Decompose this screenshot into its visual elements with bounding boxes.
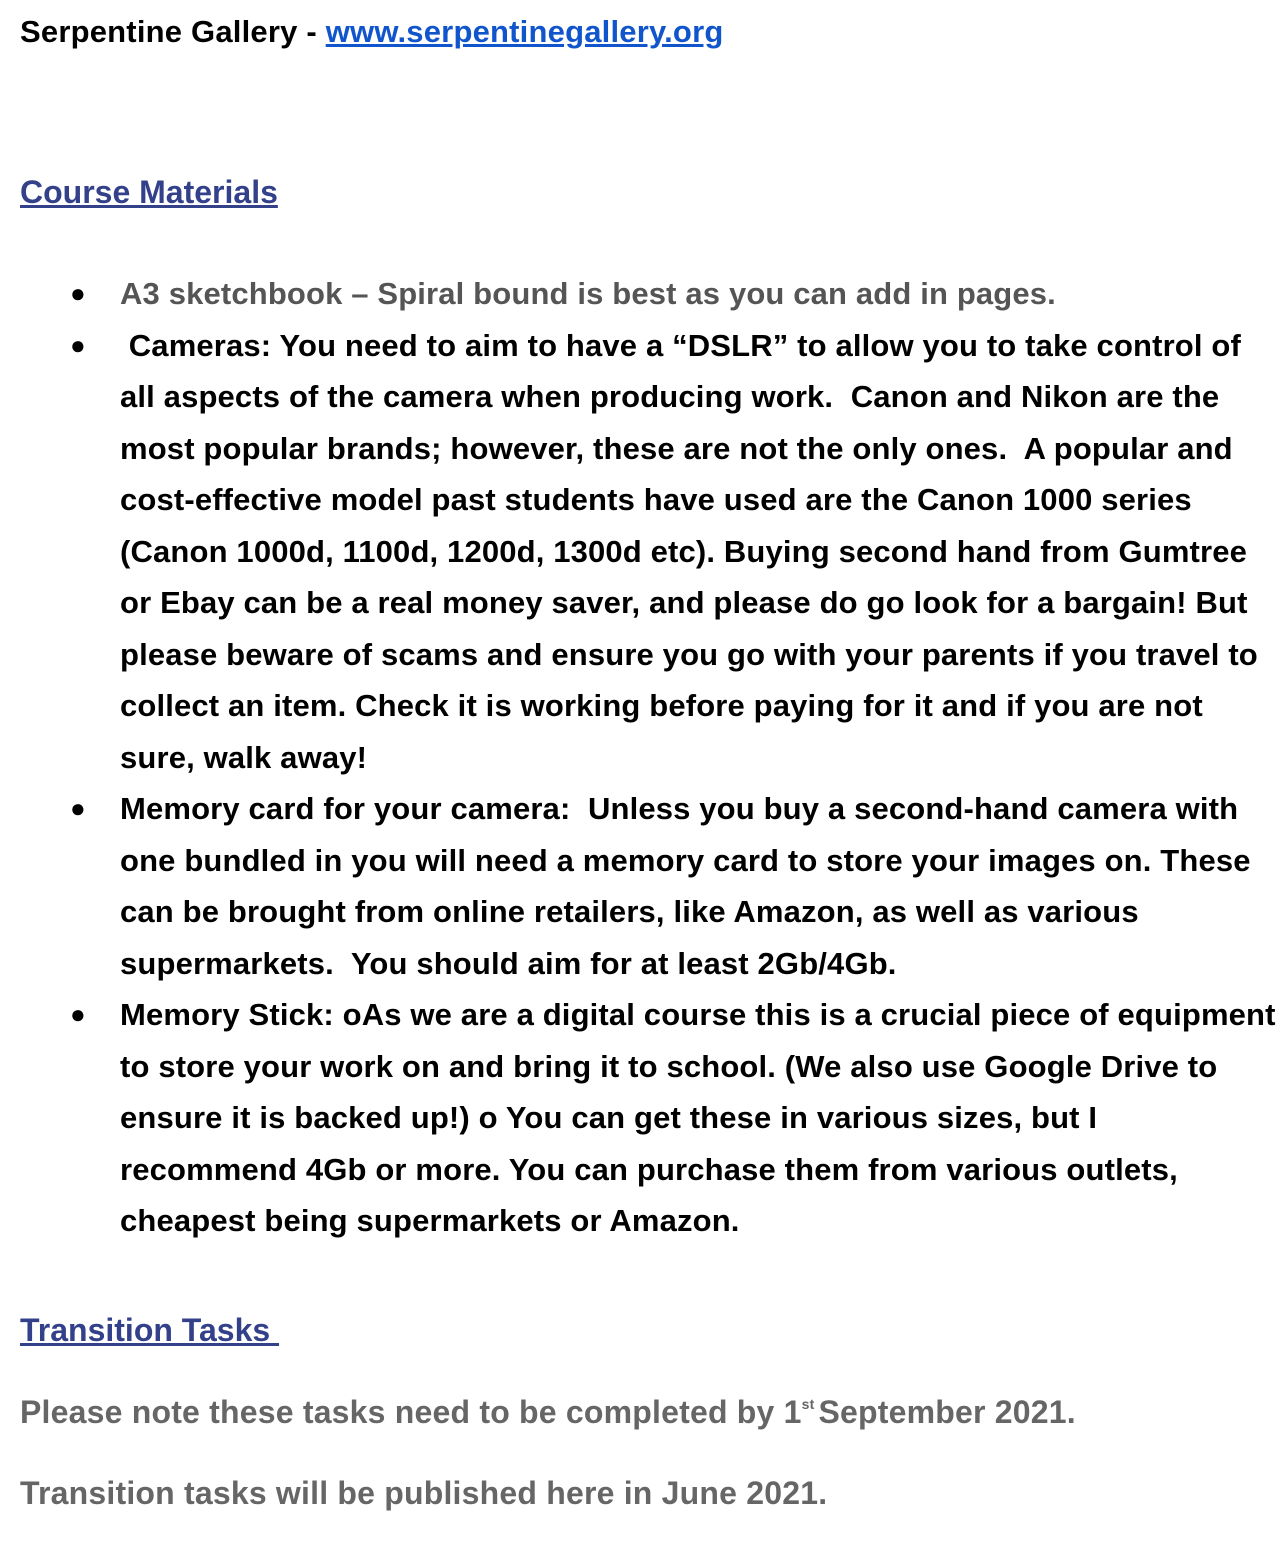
list-item [0,268,1280,320]
list-item-text: Memory card for your camera: Unless you buy a second-hand camera with one bundled in you will need a memory card to store your images on. These can be brought from online retailers, like Amazon, as well as various supermarkets. You should aim for at least 2Gb/4Gb. [120,791,1260,981]
bullet-icon: ● [70,278,86,308]
bullet-icon: ● [70,793,86,823]
bullet-icon: ● [70,999,86,1029]
list-item-text: A3 sketchbook – Spiral bound is best as you can add in pages. [120,276,1056,311]
list-item [0,783,1280,989]
list-item-text: Memory Stick: oAs we are a digital course this is a crucial piece of equipment to store your work on and bring it to school. (We also use Google Drive to ensure it is backed up!) o You can get these in various sizes, but I recommend 4Gb or more. You can purchase them from various outlets, cheapest being supermarkets or Amazon. [120,997,1285,1238]
deadline-note [20,1394,1076,1431]
transition-tasks-heading: Transition Tasks [20,1312,280,1348]
list-item [0,989,1285,1247]
list-item-text: Cameras: You need to aim to have a “DSLR” to allow you to take control of all aspects of the camera when producing work. Canon and Nikon are the most popular brands; however, these are not the only ones. A popular and cost-effective model past students have used are the Canon 1000 series (Canon 1000d, 1100d, 1200d, 1300d etc). Buying second hand from Gumtree or Ebay can be a real money saver, and please do go look for a bargain! But please beware of scams and ensure you go with your parents if you travel to collect an item. Check it is working before paying for it and if you are not sure, walk away! [120,327,1267,775]
gallery-link[interactable]: www.serpentinegallery.org [325,14,724,49]
gallery-line [20,14,723,50]
list-item [0,320,1280,784]
deadline-note-date: September 2021. [818,1394,1076,1430]
publish-note: Transition tasks will be published here in June 2021. [20,1475,828,1511]
bullet-icon: ● [70,329,86,360]
deadline-note-text: Please note these tasks need to be completed by 1 [20,1394,802,1430]
gallery-label: Serpentine Gallery - [20,14,326,49]
course-materials-heading: Course Materials [20,174,278,210]
ordinal-suffix: st [801,1396,815,1412]
course-materials-list [0,268,1288,1247]
